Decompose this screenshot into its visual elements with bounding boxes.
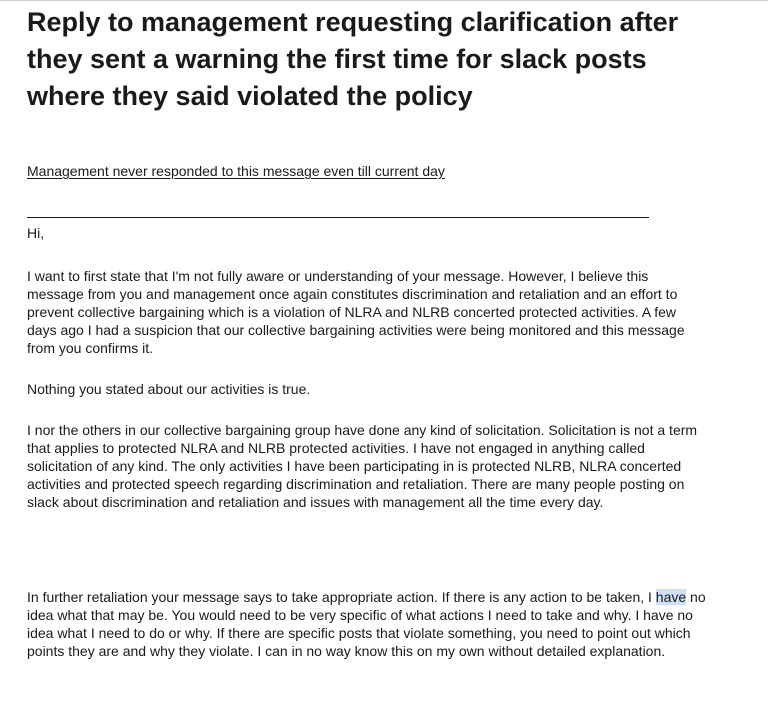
paragraph-4-start: In further retaliation your message says to take appropriate action. If there is any action to be taken, I — [27, 589, 656, 605]
paragraph-1: I want to first state that I'm not fully aware or understanding of your message. However, I believe this message from you and management once again constitutes discrimination and retaliation and an effort to prevent collective bargaining which is a violation of NLRA and NLRB concerted protected activities. A few days ago I had a suspicion that our collective bargaining activities were being monitored and this message from you confirms it. — [27, 268, 685, 356]
top-border — [0, 0, 768, 1]
paragraph-4-end: no idea what that may be. You would need to be very specific of what actions I need to take and why. I have no idea what I need to do or why. If there are specific posts that violate something, you need to point out which points they are and why they violate. I can in no way know this on my own without detailed explanation. — [27, 589, 706, 659]
paragraph-2: Nothing you stated about our activities is true. — [27, 381, 311, 397]
document-title: Reply to management requesting clarification after they sent a warning the first time for slack posts where they said violated the policy — [27, 7, 679, 111]
highlighted-word: have — [655, 589, 687, 605]
document-body — [27, 4, 727, 660]
underlined-note: Management never responded to this message even till current day — [27, 163, 445, 179]
paragraph-3: I nor the others in our collective bargaining group have done any kind of solicitation. Solicitation is not a term that applies to protected NLRA and NLRB protected activities. I have not engaged in anything called solicitation of any kind. The only activities I have been participating in is protected NLRB, NLRA concerted activities and protected speech regarding discrimination and retaliation. There are many people posting on slack about discrimination and retaliation and issues with management all the time every day. — [27, 422, 698, 510]
greeting: Hi, — [27, 225, 45, 241]
horizontal-divider — [27, 217, 649, 218]
paragraph-4 — [27, 588, 707, 660]
